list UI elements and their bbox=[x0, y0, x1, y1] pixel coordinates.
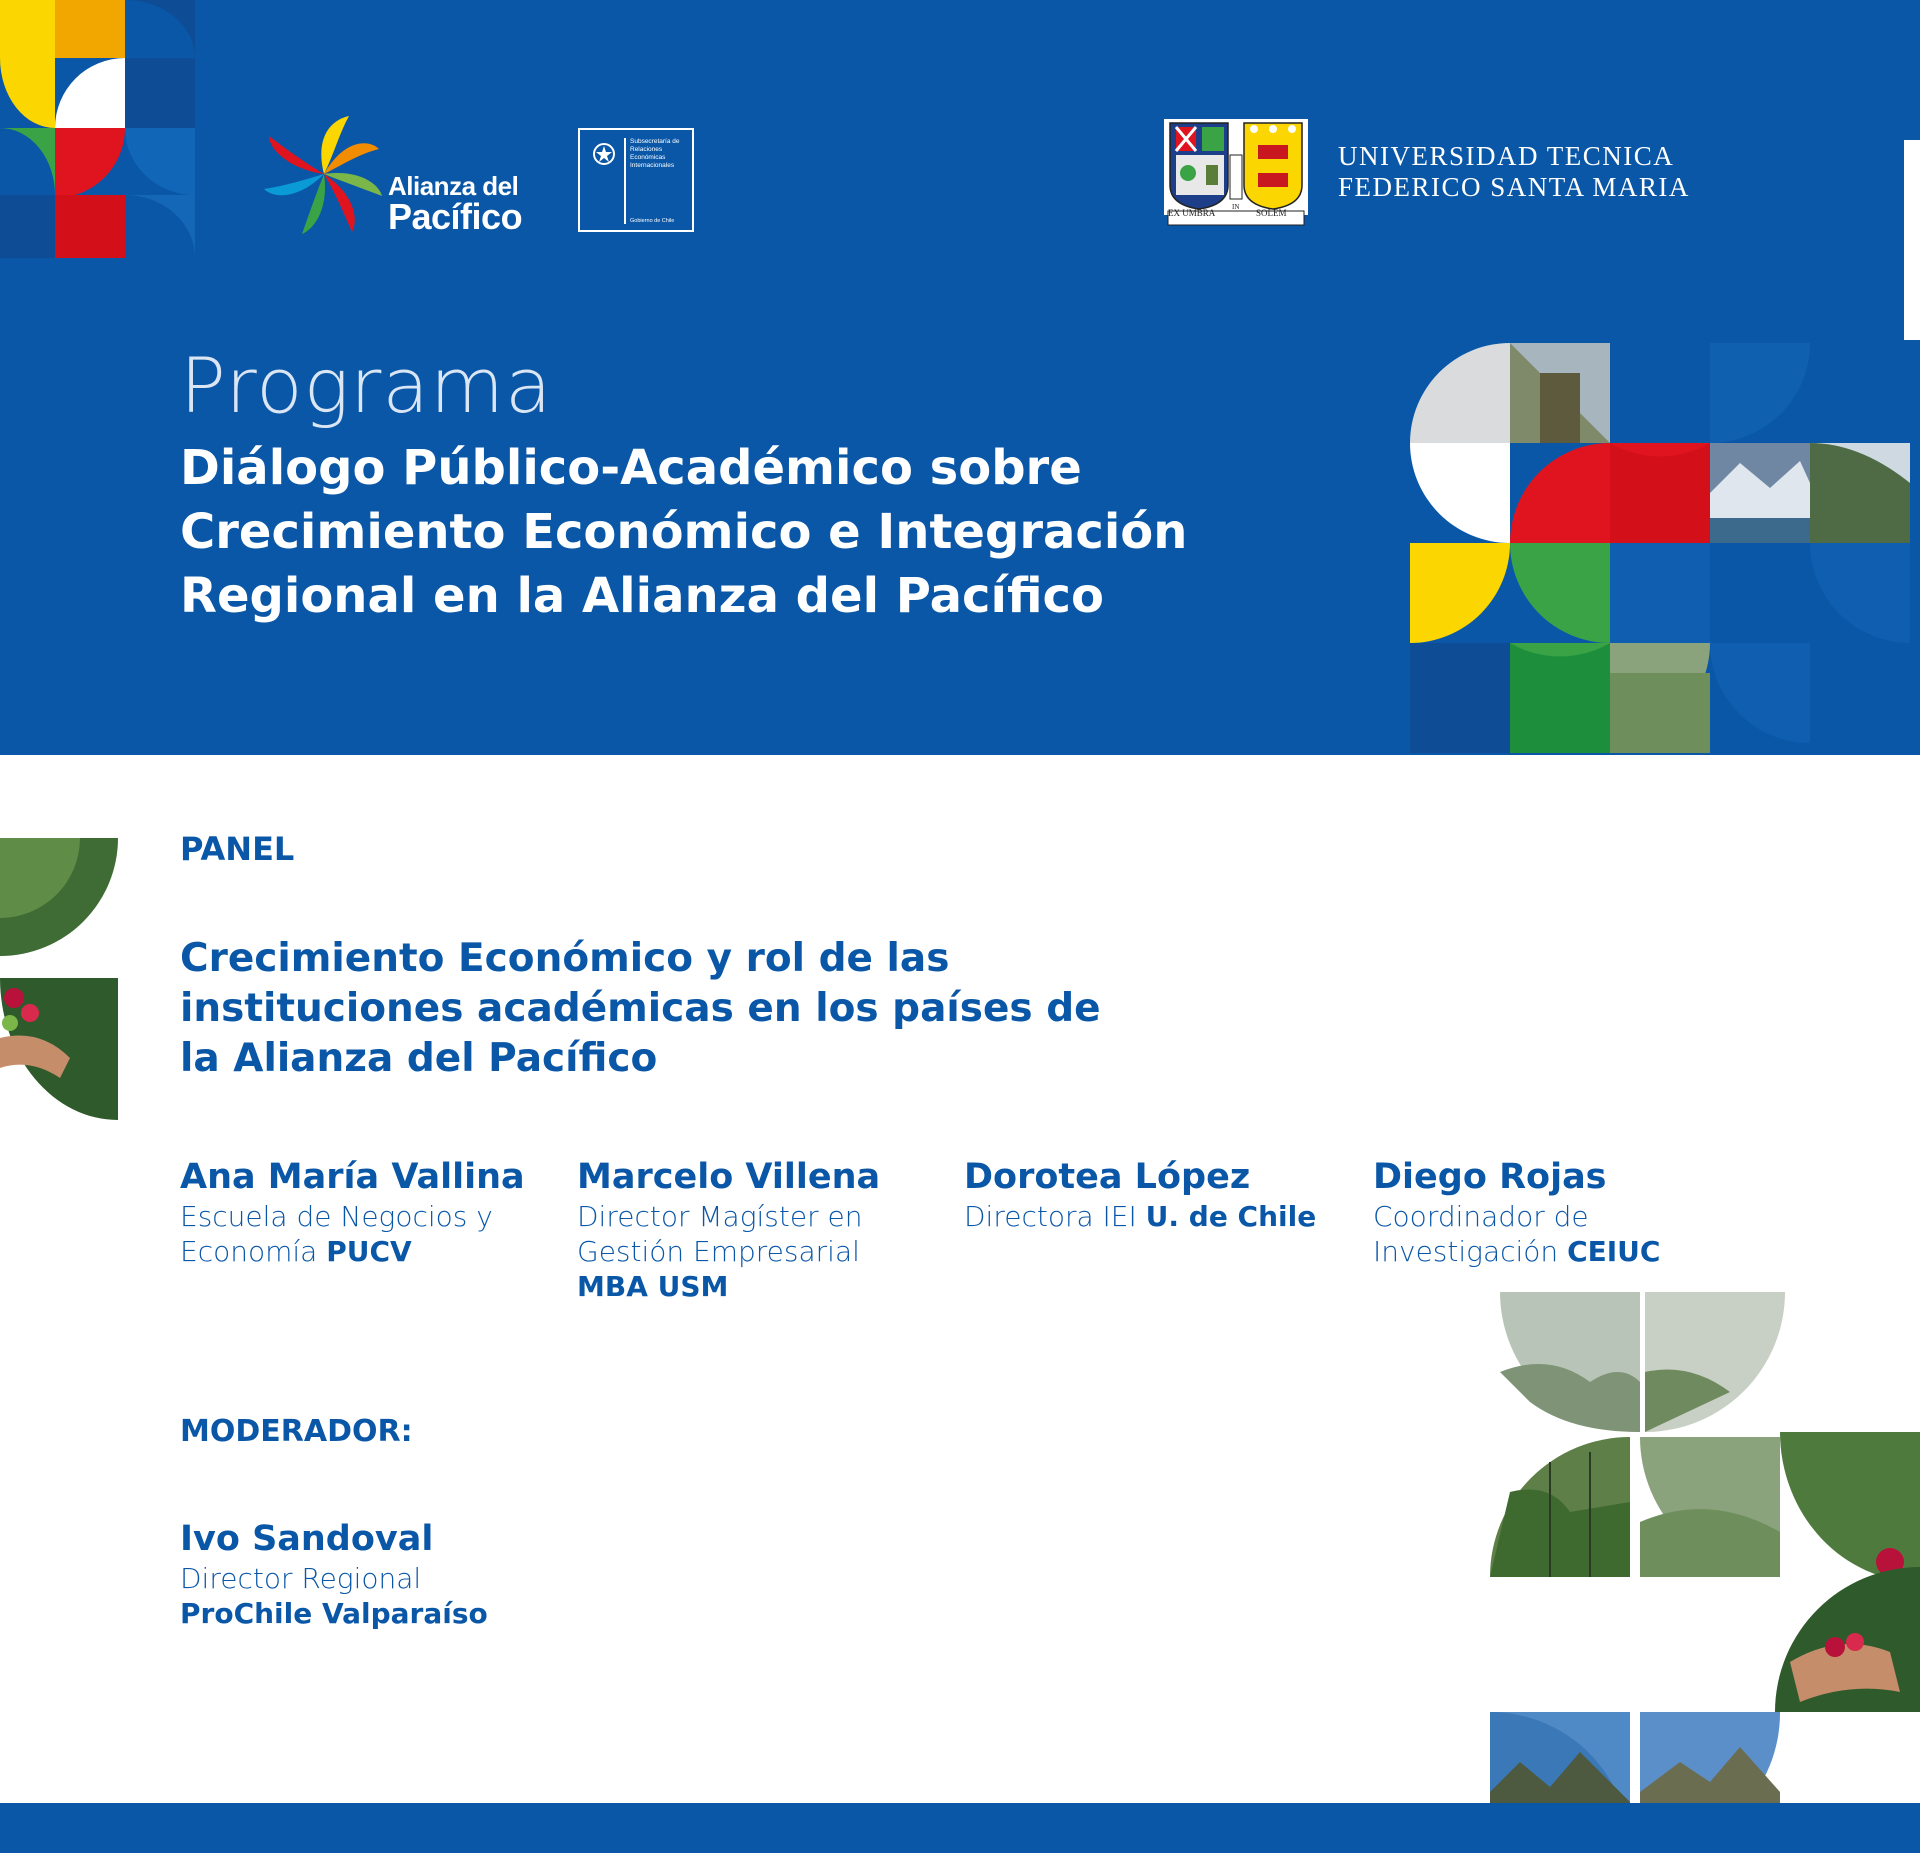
usm-motto-right: SOLEM bbox=[1256, 208, 1287, 218]
panelist-institution: CEIUC bbox=[1567, 1235, 1661, 1268]
moderator-institution: ProChile Valparaíso bbox=[180, 1597, 488, 1630]
panelist-institution: MBA USM bbox=[577, 1270, 729, 1303]
gobierno-agency-name: Subsecretaría de Relaciones Económicas Internacionales bbox=[630, 138, 680, 169]
panelist-role: Director Magíster en bbox=[577, 1200, 863, 1233]
panelist-name: Diego Rojas bbox=[1373, 1157, 1607, 1197]
program-label: Programa bbox=[180, 341, 553, 430]
moderator-name: Ivo Sandoval bbox=[180, 1519, 434, 1559]
moderator-label: MODERADOR: bbox=[180, 1414, 413, 1449]
coffee-photo-leaves-left bbox=[0, 838, 118, 1120]
mosaic-top-left bbox=[0, 0, 200, 260]
usm-motto-mid: IN bbox=[1232, 203, 1240, 211]
landscape-photo-leaves-right bbox=[1490, 1292, 1920, 1853]
usm-motto-left: EX UMBRA bbox=[1168, 208, 1216, 218]
panel-title: Crecimiento Económico y rol de las instituciones académicas en los países de la Alianza del Pacífico bbox=[180, 936, 1101, 1081]
panelist-card bbox=[180, 1155, 525, 1269]
moderator-role: Director Regional bbox=[180, 1562, 422, 1595]
gobierno-chile-logo bbox=[578, 128, 694, 232]
panelist-institution: PUCV bbox=[326, 1235, 412, 1268]
header-banner bbox=[0, 0, 1920, 755]
moderator-card bbox=[180, 1517, 488, 1631]
panelist-name: Marcelo Villena bbox=[577, 1157, 881, 1197]
chile-coat-of-arms-icon bbox=[588, 138, 620, 172]
panelist-card bbox=[1373, 1155, 1660, 1269]
edge-accent bbox=[1904, 140, 1920, 340]
panelist-role: Gestión Empresarial bbox=[577, 1235, 860, 1268]
mosaic-header-right bbox=[1410, 343, 1920, 753]
gobierno-footer: Gobierno de Chile bbox=[630, 218, 675, 224]
panelist-role: Directora IEI bbox=[964, 1200, 1137, 1233]
panel-label: PANEL bbox=[180, 830, 295, 868]
event-title: Diálogo Público-Académico sobre Crecimiento Económico e Integración Regional en la Alianza del Pacífico bbox=[180, 440, 1188, 624]
usm-wordmark: UNIVERSIDAD TECNICA FEDERICO SANTA MARIA bbox=[1338, 141, 1690, 202]
panelist-role: Investigación bbox=[1373, 1235, 1559, 1268]
panelist-card bbox=[577, 1155, 880, 1304]
panelist-role: Economía bbox=[180, 1235, 318, 1268]
panelist-name: Dorotea López bbox=[964, 1157, 1251, 1197]
panelist-card bbox=[964, 1155, 1316, 1234]
panelist-role: Coordinador de bbox=[1373, 1200, 1589, 1233]
panelist-role: Escuela de Negocios y bbox=[180, 1200, 493, 1233]
panelist-name: Ana María Vallina bbox=[180, 1157, 525, 1197]
alianza-logo-wordmark: Alianza del Pacífico bbox=[388, 171, 523, 237]
panelist-institution: U. de Chile bbox=[1145, 1200, 1317, 1233]
footer-band bbox=[0, 1803, 1920, 1853]
